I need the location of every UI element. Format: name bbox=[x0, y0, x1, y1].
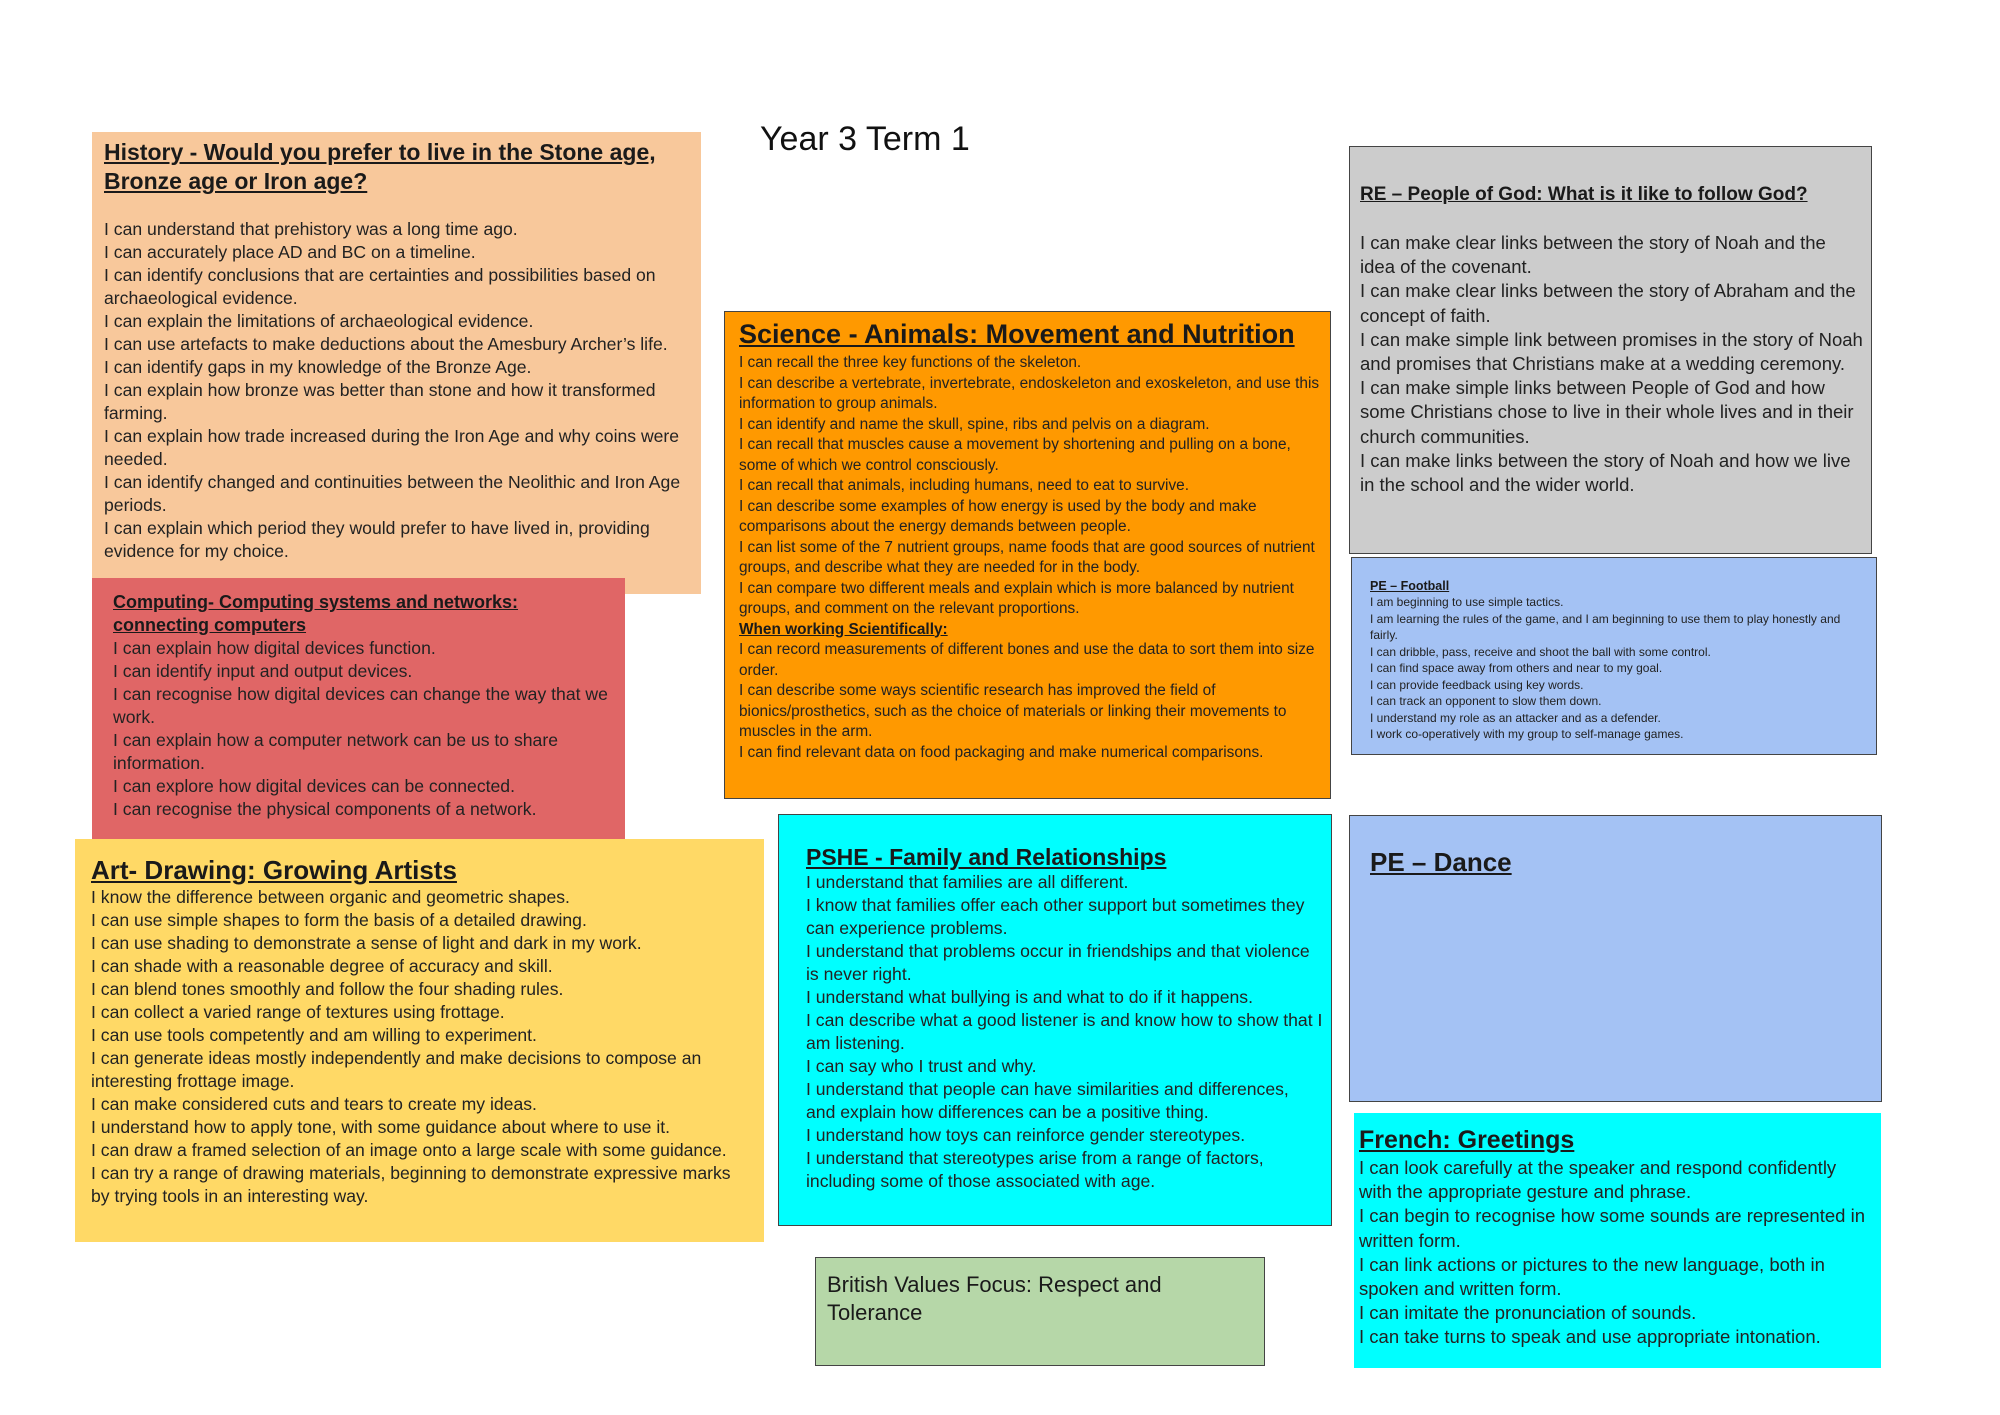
list-item: I can draw a framed selection of an image onto a large scale with some guidance. bbox=[91, 1140, 727, 1160]
list-item: I can use tools competently and am willing to experiment. bbox=[91, 1025, 537, 1045]
page-title: Year 3 Term 1 bbox=[760, 120, 970, 158]
list-item: I can make considered cuts and tears to create my ideas. bbox=[91, 1094, 537, 1114]
science-list bbox=[739, 353, 1322, 620]
french-panel bbox=[1354, 1113, 1881, 1368]
list-item: I can identify changed and continuities between the Neolithic and Iron Age periods. bbox=[104, 472, 681, 515]
list-item: I can make simple links between People of God and how some Christians chose to live in their whole lives and in their church communities. bbox=[1360, 377, 1854, 447]
computing-title: Computing- Computing systems and networks: connecting computers bbox=[113, 592, 519, 635]
art-list bbox=[91, 886, 754, 1208]
pe-dance-title: PE – Dance bbox=[1370, 847, 1512, 877]
list-item: I can use shading to demonstrate a sense of light and dark in my work. bbox=[91, 933, 642, 953]
science-ws-list bbox=[739, 640, 1322, 763]
list-item: I can dribble, pass, receive and shoot the ball with some control. bbox=[1370, 644, 1711, 659]
list-item: I understand that problems occur in friendships and that violence is never right. bbox=[806, 941, 1310, 984]
list-item: I can provide feedback using key words. bbox=[1370, 677, 1584, 692]
pshe-list bbox=[806, 871, 1323, 1193]
list-item: I am learning the rules of the game, and I am beginning to use them to play honestly and fairly. bbox=[1370, 611, 1841, 642]
list-item: I can find relevant data on food packaging and make numerical comparisons. bbox=[739, 743, 1264, 761]
list-item: I can compare two different meals and explain which is more balanced by nutrient groups, and comment on the relevant proportions. bbox=[739, 579, 1294, 617]
re-list bbox=[1360, 231, 1863, 497]
list-item: I can describe some examples of how energy is used by the body and make comparisons about the energy demands between people. bbox=[739, 497, 1257, 535]
list-item: I can explain how bronze was better than stone and how it transformed farming. bbox=[104, 380, 656, 423]
list-item: I can collect a varied range of textures using frottage. bbox=[91, 1002, 505, 1022]
list-item: I can make simple link between promises in the story of Noah and promises that Christians make at a wedding ceremony. bbox=[1360, 328, 1863, 375]
list-item: I can identify input and output devices. bbox=[113, 661, 413, 681]
list-item: I can recall the three key functions of the skeleton. bbox=[739, 354, 1082, 371]
list-item: I know that families offer each other support but sometimes they can experience problems. bbox=[806, 895, 1305, 938]
computing-panel bbox=[92, 578, 625, 844]
list-item: I understand that stereotypes arise from a range of factors, including some of those associated with age. bbox=[806, 1148, 1264, 1191]
list-item: I can blend tones smoothly and follow the four shading rules. bbox=[91, 979, 564, 999]
list-item: I can explain which period they would prefer to have lived in, providing evidence for my choice. bbox=[104, 518, 650, 561]
list-item: I can recall that animals, including humans, need to eat to survive. bbox=[739, 477, 1189, 494]
list-item: I can imitate the pronunciation of sounds. bbox=[1359, 1302, 1697, 1324]
list-item: I can understand that prehistory was a long time ago. bbox=[104, 219, 518, 239]
french-title: French: Greetings bbox=[1359, 1126, 1575, 1154]
list-item: I understand that families are all different. bbox=[806, 872, 1129, 892]
pe-football-title: PE – Football bbox=[1370, 579, 1450, 593]
list-item: I can use artefacts to make deductions about the Amesbury Archer’s life. bbox=[104, 334, 668, 354]
list-item: I can find space away from others and near to my goal. bbox=[1370, 661, 1663, 675]
science-panel bbox=[724, 311, 1331, 799]
pe-football-list bbox=[1370, 594, 1868, 743]
computing-list bbox=[113, 637, 615, 821]
list-item: I can make links between the story of Noah and how we live in the school and the wider world. bbox=[1360, 449, 1851, 496]
art-title: Art- Drawing: Growing Artists bbox=[91, 855, 457, 885]
re-panel bbox=[1349, 146, 1872, 554]
list-item: I can list some of the 7 nutrient groups, name foods that are good sources of nutrient groups, and describe what they are needed for in the body. bbox=[739, 538, 1315, 576]
list-item: I can identify and name the skull, spine, ribs and pelvis on a diagram. bbox=[739, 415, 1210, 433]
list-item: I can explain how a computer network can be us to share information. bbox=[113, 730, 558, 773]
science-subheading: When working Scientifically: bbox=[739, 620, 948, 638]
list-item: I can explain how trade increased during the Iron Age and why coins were needed. bbox=[104, 426, 680, 469]
list-item: I can make clear links between the story of Abraham and the concept of faith. bbox=[1360, 280, 1856, 326]
list-item: I know the difference between organic and geometric shapes. bbox=[91, 887, 570, 907]
list-item: I can describe a vertebrate, invertebrate, endoskeleton and exoskeleton, and use this information to group animals. bbox=[739, 374, 1320, 412]
british-values-panel bbox=[815, 1257, 1265, 1366]
science-title: Science - Animals: Movement and Nutrition bbox=[739, 319, 1295, 349]
list-item: I can try a range of drawing materials, beginning to demonstrate expressive marks by trying tools in an interesting way. bbox=[91, 1163, 731, 1206]
pe-dance-panel bbox=[1349, 815, 1882, 1102]
pshe-title: PSHE - Family and Relationships bbox=[806, 844, 1167, 870]
list-item: I can accurately place AD and BC on a timeline. bbox=[104, 242, 476, 262]
list-item: I can describe some ways scientific research has improved the field of bionics/prosthetics, such as the choice of materials or linking their movements to muscles in the arm. bbox=[739, 682, 1287, 740]
history-list bbox=[104, 218, 691, 563]
list-item: I can identify gaps in my knowledge of the Bronze Age. bbox=[104, 357, 532, 377]
list-item: I understand how toys can reinforce gender stereotypes. bbox=[806, 1125, 1246, 1145]
list-item: I can recognise how digital devices can change the way that we work. bbox=[113, 684, 608, 727]
list-item: I can explore how digital devices can be connected. bbox=[113, 776, 515, 796]
list-item: I understand that people can have similarities and differences, and explain how differences can be a positive thing. bbox=[806, 1079, 1289, 1122]
list-item: I can make clear links between the story of Noah and the idea of the covenant. bbox=[1360, 232, 1826, 278]
list-item: I understand my role as an attacker and as a defender. bbox=[1370, 710, 1661, 725]
list-item: I can shade with a reasonable degree of accuracy and skill. bbox=[91, 956, 553, 976]
british-values-text: British Values Focus: Respect and Tolerance bbox=[827, 1272, 1162, 1325]
art-panel bbox=[75, 839, 764, 1242]
list-item: I can describe what a good listener is and know how to show that I am listening. bbox=[806, 1010, 1323, 1053]
list-item: I understand what bullying is and what to do if it happens. bbox=[806, 987, 1253, 1007]
pe-football-panel bbox=[1351, 557, 1877, 755]
history-title: History - Would you prefer to live in the Stone age, Bronze age or Iron age? bbox=[104, 139, 656, 194]
list-item: I understand how to apply tone, with some guidance about where to use it. bbox=[91, 1117, 671, 1137]
list-item: I can record measurements of different bones and use the data to sort them into size order. bbox=[739, 641, 1315, 679]
list-item: I can use simple shapes to form the basis of a detailed drawing. bbox=[91, 910, 587, 930]
list-item: I can explain the limitations of archaeological evidence. bbox=[104, 311, 534, 331]
re-title: RE – People of God: What is it like to follow God? bbox=[1360, 184, 1808, 205]
list-item: I can track an opponent to slow them down. bbox=[1370, 694, 1602, 708]
list-item: I can look carefully at the speaker and respond confidently with the appropriate gesture and phrase. bbox=[1359, 1157, 1837, 1203]
list-item: I can link actions or pictures to the new language, both in spoken and written form. bbox=[1359, 1253, 1825, 1300]
list-item: I can identify conclusions that are certainties and possibilities based on archaeological evidence. bbox=[104, 265, 656, 308]
list-item: I can explain how digital devices function. bbox=[113, 638, 436, 658]
list-item: I am beginning to use simple tactics. bbox=[1370, 595, 1564, 609]
list-item: I can recognise the physical components of a network. bbox=[113, 799, 537, 819]
list-item: I can take turns to speak and use appropriate intonation. bbox=[1359, 1326, 1821, 1348]
pshe-panel bbox=[778, 814, 1332, 1226]
list-item: I can say who I trust and why. bbox=[806, 1056, 1037, 1076]
list-item: I can recall that muscles cause a movement by shortening and pulling on a bone, some of which we control consciously. bbox=[739, 436, 1291, 474]
list-item: I can generate ideas mostly independently and make decisions to compose an interesting frottage image. bbox=[91, 1048, 702, 1091]
list-item: I work co-operatively with my group to self-manage games. bbox=[1370, 727, 1684, 741]
list-item: I can begin to recognise how some sounds are represented in written form. bbox=[1359, 1205, 1865, 1251]
french-list bbox=[1359, 1156, 1871, 1350]
history-panel bbox=[92, 132, 701, 594]
